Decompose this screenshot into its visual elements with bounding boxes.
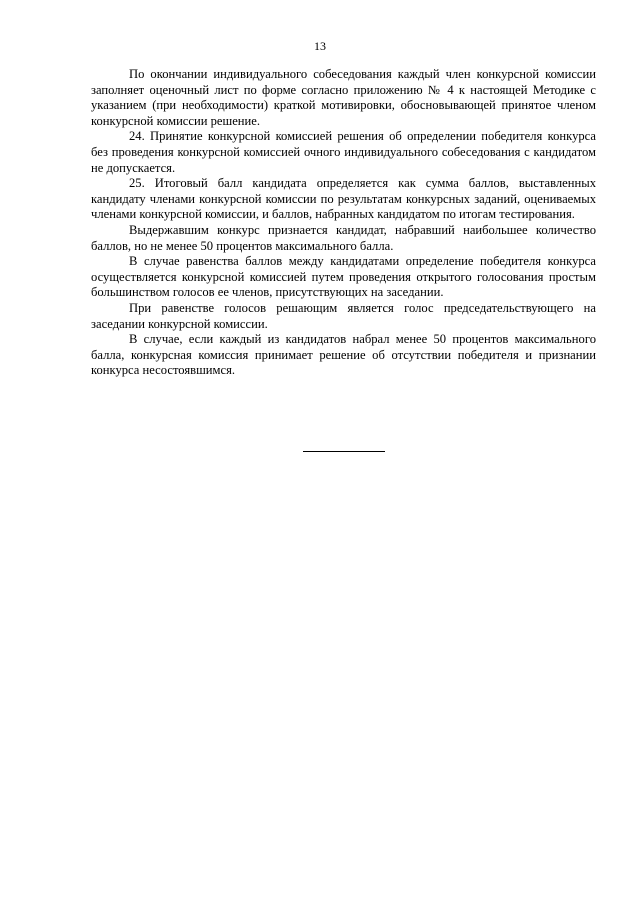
- paragraph-25-final-score: 25. Итоговый балл кандидата определяется как сумма баллов, выставленных кандидату членами конкурсной комиссии по результатам конкурсных заданий, оцениваемых членами конкурсной комиссии, и баллов, набранных кандидатом по итогам тестирования.: [91, 176, 596, 222]
- paragraph-tie-vote: В случае равенства баллов между кандидатами определение победителя конкурса осуществляется конкурсной комиссией путем проведения открытого голосования простым большинством голосов ее членов, присутствующих на заседании.: [91, 254, 596, 300]
- document-body: [91, 67, 596, 379]
- paragraph-contest-failed: В случае, если каждый из кандидатов набрал менее 50 процентов максимального балла, конкурсная комиссия принимает решение об отсутствии победителя и признании конкурса несостоявшимся.: [91, 332, 596, 378]
- end-separator-line: [303, 451, 385, 452]
- paragraph-24-no-decision-without-interview: 24. Принятие конкурсной комиссией решения об определении победителя конкурса без проведения конкурсной комиссией очного индивидуального собеседования с кандидатом не допускается.: [91, 129, 596, 175]
- page-number: 13: [314, 39, 326, 53]
- paragraph-interview-evaluation: По окончании индивидуального собеседования каждый член конкурсной комиссии заполняет оценочный лист по форме согласно приложению № 4 к настоящей Методике с указанием (при необходимости) краткой мотивировки, обосновывающей принятое членом конкурсной комиссии решение.: [91, 67, 596, 128]
- paragraph-chairman-vote: При равенстве голосов решающим является голос председательствующего на заседании конкурсной комиссии.: [91, 300, 596, 331]
- paragraph-winner-criteria: Выдержавшим конкурс признается кандидат, набравший наибольшее количество баллов, но не менее 50 процентов максимального балла.: [91, 222, 596, 253]
